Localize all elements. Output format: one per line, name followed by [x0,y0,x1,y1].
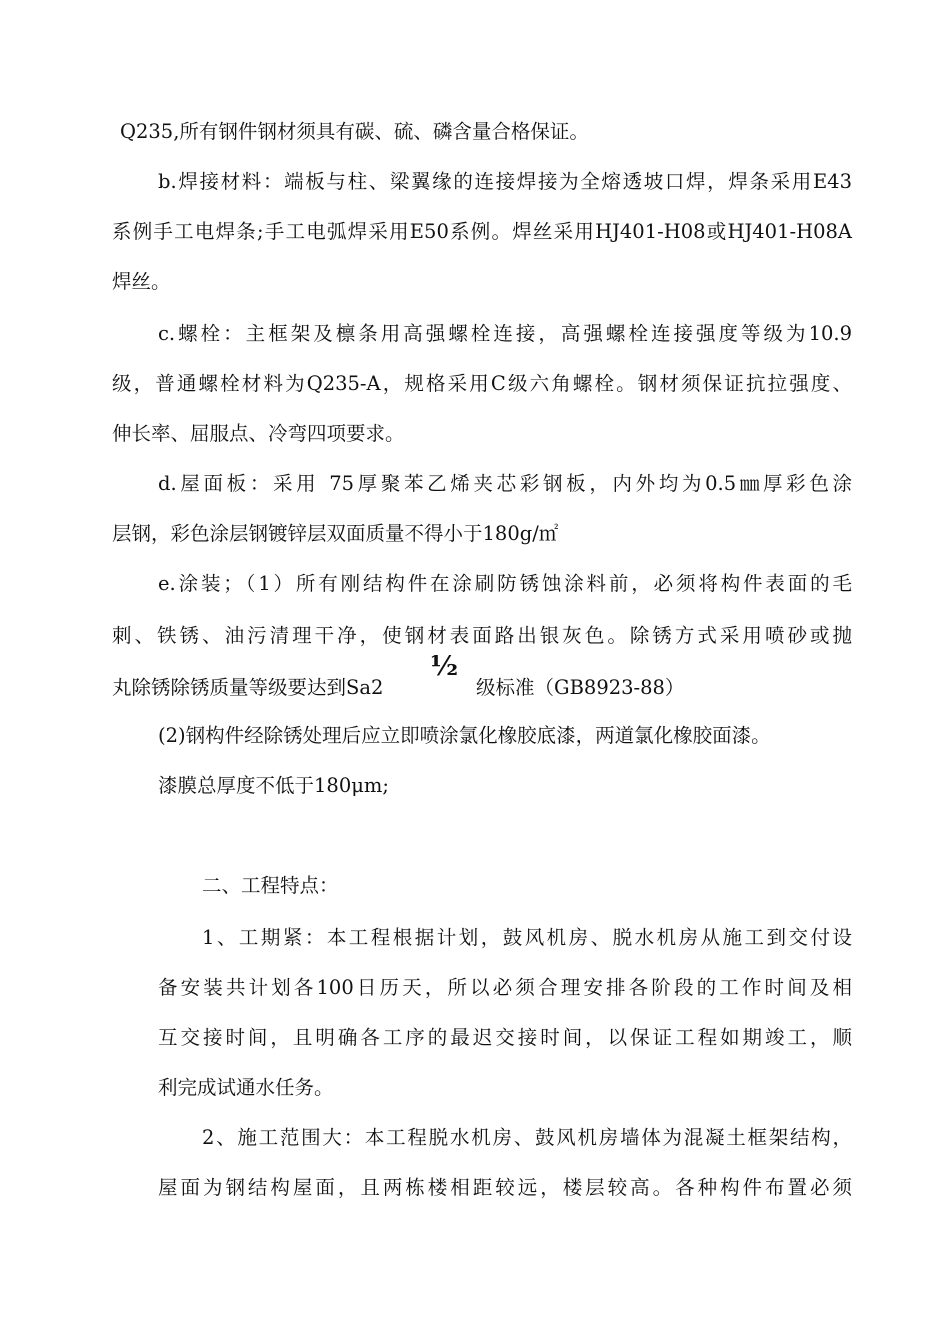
section-2-p1-line-3: 互交接时间，且明确各工序的最迟交接时间，以保证工程如期竣工，顺 [158,1026,852,1049]
section-2-p1-line-1: 1、工期紧：本工程根据计划，鼓风机房、脱水机房从施工到交付设 [202,926,852,949]
paragraph-c-line-1: c.螺栓：主框架及檩条用高强螺栓连接，高强螺栓连接强度等级为10.9 [158,322,852,345]
paragraph-d-line-1: d.屋面板：采用 75厚聚苯乙烯夹芯彩钢板，内外均为0.5㎜厚彩色涂 [158,472,852,495]
paragraph-e2-line-1: (2)钢构件经除锈处理后应立即喷涂氯化橡胶底漆，两道氯化橡胶面漆。 [158,724,771,747]
paragraph-e-line-3-after: 级标准（GB8923-88） [476,676,685,699]
section-2-p2-line-1: 2、施工范围大：本工程脱水机房、鼓风机房墙体为混凝土框架结构， [202,1126,852,1149]
paragraph-c-line-3: 伸长率、屈服点、冷弯四项要求。 [112,422,405,445]
paragraph-b-line-2: 系例手工电焊条;手工电弧焊采用E50系例。焊丝采用HJ401-H08或HJ401-H08A [112,220,852,243]
section-2-heading: 二、工程特点： [202,874,339,897]
section-2-p1-line-4: 利完成试通水任务。 [158,1076,334,1099]
paragraph-a-tail: Q235,所有钢件钢材须具有碳、硫、磷含量合格保证。 [120,120,589,143]
paragraph-d-line-2: 层钢，彩色涂层钢镀锌层双面质量不得小于180g/㎡ [112,522,559,545]
paragraph-e-line-3-before: 丸除锈除锈质量等级要达到Sa2 [112,676,384,699]
section-2-p1-line-2: 备安装共计划各100日历天，所以必须合理安排各阶段的工作时间及相 [158,976,852,999]
paragraph-b-line-1: b.焊接材料：端板与柱、梁翼缘的连接焊接为全熔透坡口焊，焊条采用E43 [158,170,852,193]
paragraph-c-line-2: 级，普通螺栓材料为Q235-A，规格采用C级六角螺栓。钢材须保证抗拉强度、 [112,372,852,395]
paragraph-e-line-2: 刺、铁锈、油污清理干净，使钢材表面路出银灰色。除锈方式采用喷砂或抛 [112,624,852,647]
paragraph-e-line-3 [112,670,383,706]
paragraph-e-line-1: e.涂装；（1）所有刚结构件在涂刷防锈蚀涂料前，必须将构件表面的毛 [158,572,852,595]
paragraph-b-line-3: 焊丝。 [112,270,171,293]
paragraph-e2-line-2: 漆膜总厚度不低于180μm; [158,774,389,797]
section-2-p2-line-2: 屋面为钢结构屋面，且两栋楼相距较远，楼层较高。各种构件布置必须 [158,1176,852,1199]
fraction-one-half: ½ [430,651,459,682]
